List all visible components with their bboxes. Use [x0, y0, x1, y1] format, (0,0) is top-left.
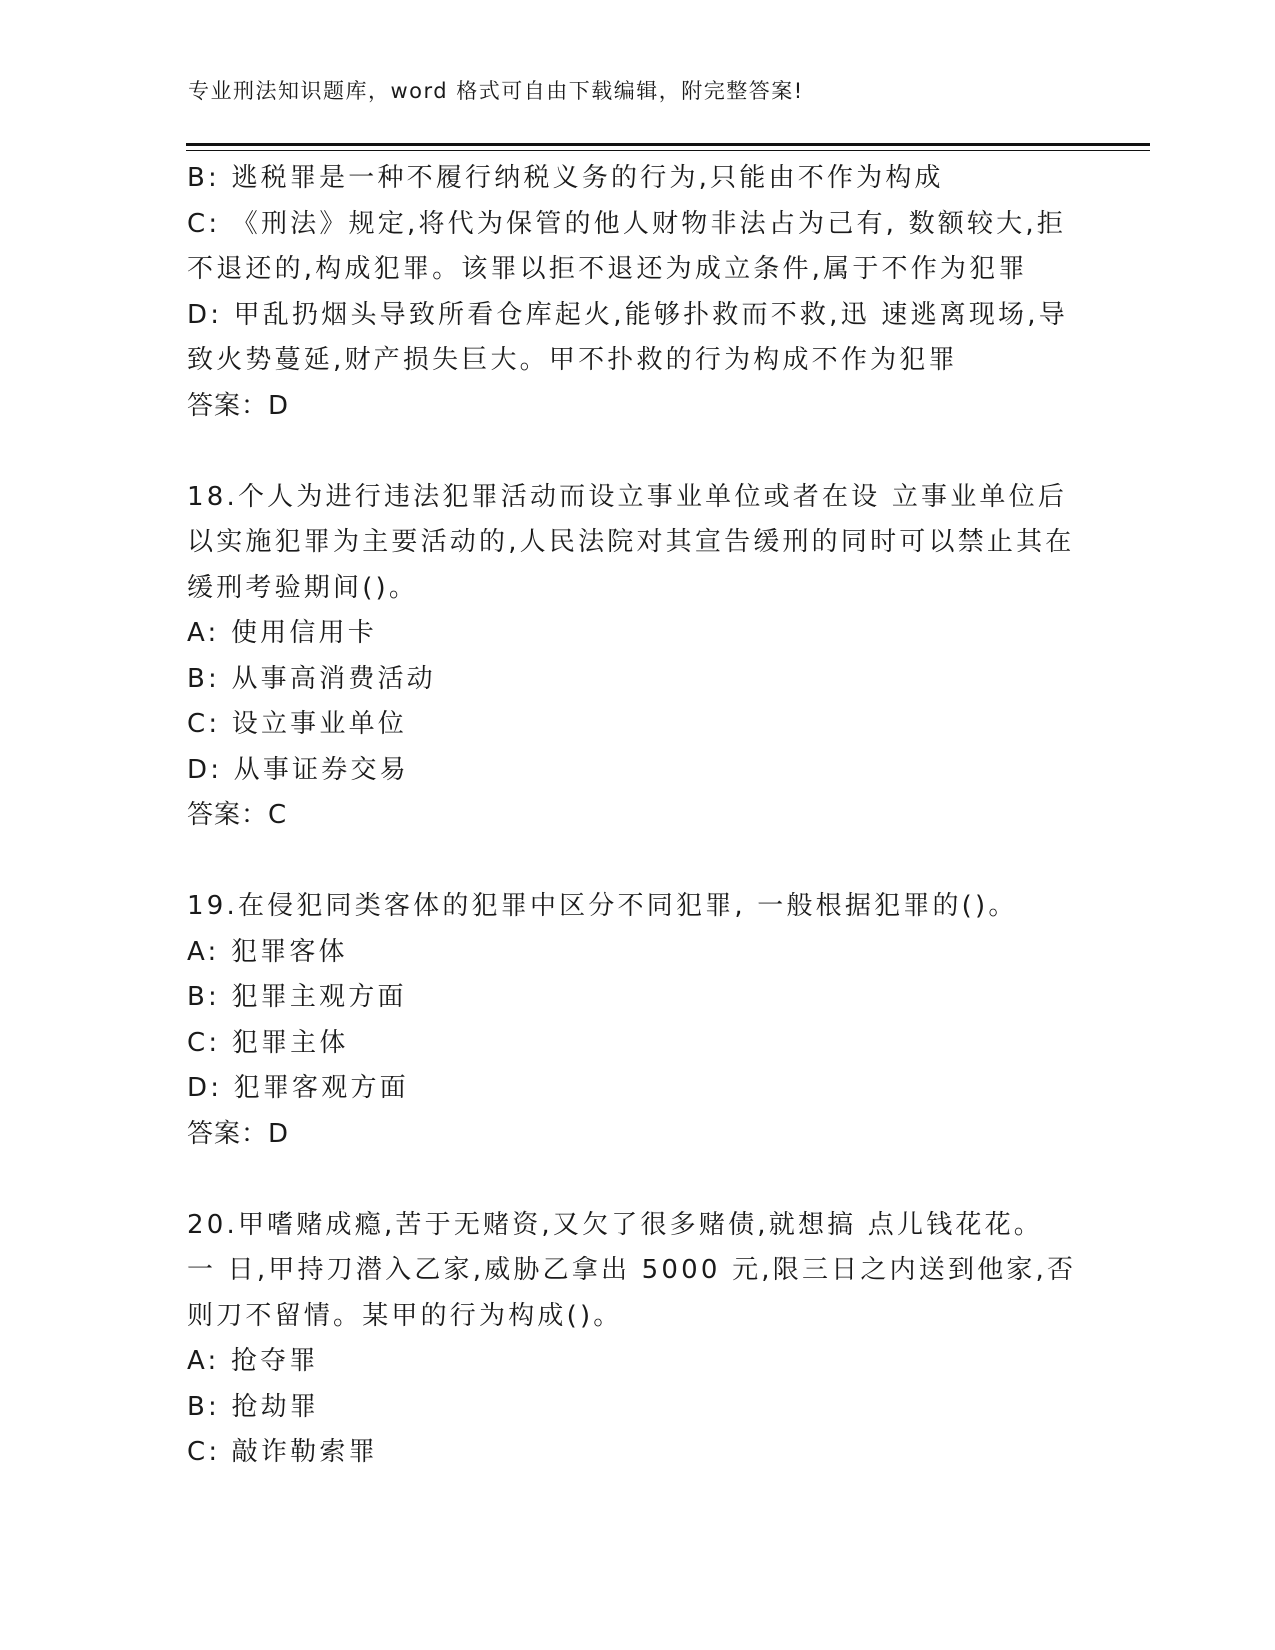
question-19 [187, 884, 1087, 1157]
header-rule-thick [186, 143, 1150, 146]
question-text-line-1: 19.在侵犯同类客体的犯罪中区分不同犯罪, 一般根据犯罪的()。 [187, 891, 1018, 921]
option-b: B: 犯罪主观方面 [187, 982, 407, 1012]
option-c-line-1: C: 《刑法》规定,将代为保管的他人财物非法占为己有, 数额较大,拒 [187, 208, 1067, 239]
option-a: A: 使用信用卡 [187, 618, 377, 648]
question-content [187, 156, 1087, 1476]
option-a: A: 抢夺罪 [187, 1346, 319, 1376]
option-b: B: 从事高消费活动 [187, 663, 436, 694]
question-17-tail [187, 156, 1087, 429]
spacer [187, 1157, 1087, 1203]
question-text-line-2: 以实施犯罪为主要活动的,人民法院对其宣告缓刑的同时可以禁止其在 [187, 527, 1075, 557]
option-b: B: 抢劫罪 [187, 1391, 320, 1422]
question-text-line-1: 20.甲嗜赌成瘾,苦于无赌资,又欠了很多赌债,就想搞 点儿钱花花。 [187, 1209, 1044, 1240]
question-20 [187, 1203, 1087, 1476]
option-d: D: 犯罪客观方面 [187, 1073, 409, 1103]
option-a: A: 犯罪客体 [187, 936, 348, 967]
question-text-line-1: 18.个人为进行违法犯罪活动而设立事业单位或者在设 立事业单位后 [187, 481, 1068, 512]
option-b: B: 逃税罪是一种不履行纳税义务的行为,只能由不作为构成 [187, 163, 944, 193]
spacer [187, 839, 1087, 885]
option-c: C: 犯罪主体 [187, 1027, 349, 1058]
answer: 答案：C [187, 800, 288, 830]
page-header: 专业刑法知识题库，word 格式可自由下载编辑，附完整答案! [188, 79, 804, 103]
option-c-line-2: 不退还的,构成犯罪。该罪以拒不退还为成立条件,属于不作为犯罪 [187, 254, 1028, 284]
option-d-line-1: D: 甲乱扔烟头导致所看仓库起火,能够扑救而不救,迅 速逃离现场,导 [187, 299, 1068, 330]
option-c: C: 敲诈勒索罪 [187, 1437, 378, 1467]
question-18 [187, 475, 1087, 839]
question-text-line-3: 则刀不留情。某甲的行为构成()。 [187, 1300, 623, 1331]
option-c: C: 设立事业单位 [187, 709, 407, 739]
question-text-line-3: 缓刑考验期间()。 [187, 572, 419, 603]
answer: 答案：D [187, 390, 290, 421]
option-d: D: 从事证券交易 [187, 754, 409, 785]
option-d-line-2: 致火势蔓延,财产损失巨大。甲不扑救的行为构成不作为犯罪 [187, 345, 958, 375]
question-text-line-2: 一 日,甲持刀潜入乙家,威胁乙拿出 5000 元,限三日之内送到他家,否 [187, 1255, 1077, 1285]
header-rule-thin [186, 150, 1150, 151]
spacer [187, 429, 1087, 475]
answer: 答案：D [187, 1118, 290, 1149]
